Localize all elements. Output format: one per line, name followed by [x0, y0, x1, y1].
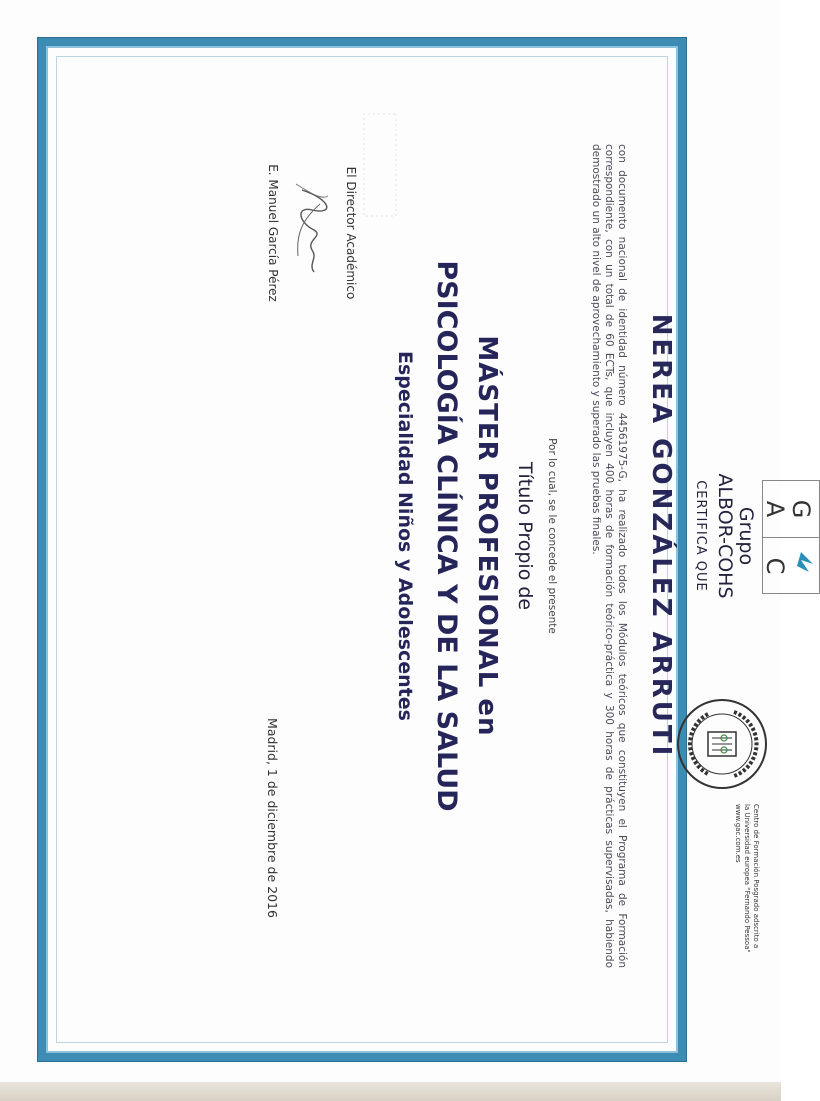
svg-text:A: A: [761, 500, 789, 518]
scan-edge-shadow: [0, 1082, 781, 1101]
award-intro: Por lo cual, se le concede el presente: [546, 438, 558, 634]
issuer-name: [714, 436, 756, 636]
logo-bird-icon: [797, 552, 813, 572]
partner-info-line-1: Centro de Formación Posgrado adscrito a: [752, 804, 760, 949]
issue-date: Madrid, 1 de diciembre de 2016: [265, 718, 280, 918]
recipient-name: NEREA GONZÁLEZ ARRUTI: [646, 313, 676, 759]
logo-ga-glyphs: [763, 481, 819, 537]
signatory-name: E. Manuel García Pérez: [266, 164, 280, 302]
degree-field: PSICOLOGÍA CLÍNICA Y DE LA SALUD: [431, 260, 462, 812]
partner-info: [733, 804, 760, 994]
partner-website: www.gac.com.es: [734, 804, 742, 863]
faint-stamp-mark: [360, 110, 400, 220]
logo-cell-gc: [763, 538, 819, 594]
title-label: Título Propio de: [514, 461, 536, 611]
svg-text:C: C: [761, 557, 789, 575]
certifies-label: CERTIFICA QUE: [693, 480, 708, 592]
certificate-content: [260, 100, 820, 1000]
degree-specialty: Especialidad Niños y Adolescentes: [394, 351, 416, 721]
degree-title: MÁSTER PROFESIONAL en: [472, 335, 502, 737]
issuer-line-2: ALBOR-COHS: [714, 473, 736, 599]
svg-text:G: G: [787, 499, 815, 519]
partner-info-line-2: la Universidad europea "Fernando Pessoa": [743, 804, 751, 953]
gac-logo: [762, 480, 820, 594]
logo-cell-ga: [763, 481, 819, 538]
signatory-role: El Director Académico: [344, 166, 358, 300]
university-seal-icon: [674, 696, 770, 792]
logo-gc-glyphs: [763, 538, 819, 594]
issuer-line-1: Grupo: [735, 506, 757, 566]
signature-icon: [286, 160, 342, 300]
certification-body: con documento nacional de identidad número 44561975-G, ha realizado todos los Módulos teóricos que constituyen el Programa de Formación correspondiente, con un total de 60 ECTs, que incluyen 400 horas de formación teórico-práctica y 300 horas de prácticas supervisadas, habiendo demostrado un alto nivel de aprovechamiento y superado las pruebas finales.: [590, 144, 628, 968]
